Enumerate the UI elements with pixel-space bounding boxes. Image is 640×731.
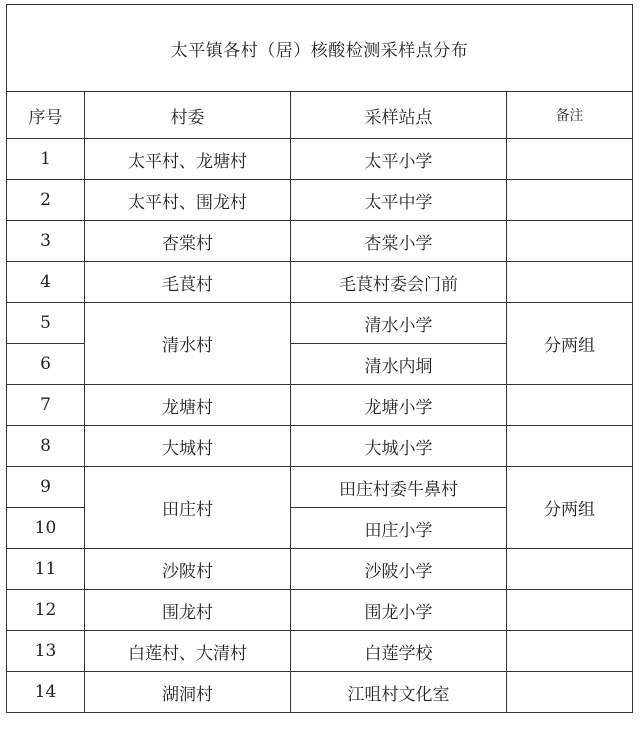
cell-village: 田庄村 (85, 467, 291, 549)
cell-no: 13 (7, 631, 85, 672)
cell-no: 14 (7, 672, 85, 713)
cell-site: 龙塘小学 (291, 385, 507, 426)
cell-village: 清水村 (85, 303, 291, 385)
cell-no: 9 (7, 467, 85, 508)
cell-remark (507, 180, 633, 221)
cell-site: 太平小学 (291, 139, 507, 180)
cell-site: 杏棠小学 (291, 221, 507, 262)
cell-village: 湖洞村 (85, 672, 291, 713)
cell-site: 清水内垌 (291, 344, 507, 385)
table-row (7, 426, 633, 467)
cell-no: 2 (7, 180, 85, 221)
cell-site: 沙陂小学 (291, 549, 507, 590)
cell-site: 田庄村委牛鼻村 (291, 467, 507, 508)
cell-remark (507, 139, 633, 180)
cell-no: 3 (7, 221, 85, 262)
cell-site: 太平中学 (291, 180, 507, 221)
cell-remark (507, 221, 633, 262)
cell-remark (507, 672, 633, 713)
cell-village: 沙陂村 (85, 549, 291, 590)
table-title: 太平镇各村（居）核酸检测采样点分布 (7, 5, 633, 92)
cell-village: 围龙村 (85, 590, 291, 631)
cell-village: 杏棠村 (85, 221, 291, 262)
sampling-site-table-container (6, 4, 632, 713)
table-row (7, 262, 633, 303)
table-row (7, 549, 633, 590)
sampling-site-table (6, 4, 633, 713)
cell-site: 围龙小学 (291, 590, 507, 631)
table-row (7, 631, 633, 672)
cell-village: 白莲村、大清村 (85, 631, 291, 672)
header-remark: 备注 (507, 92, 633, 139)
header-village: 村委 (85, 92, 291, 139)
table-row (7, 303, 633, 344)
cell-no: 10 (7, 508, 85, 549)
cell-no: 5 (7, 303, 85, 344)
cell-site: 白莲学校 (291, 631, 507, 672)
cell-village: 太平村、围龙村 (85, 180, 291, 221)
cell-site: 清水小学 (291, 303, 507, 344)
cell-no: 11 (7, 549, 85, 590)
cell-no: 7 (7, 385, 85, 426)
cell-remark (507, 262, 633, 303)
cell-village: 大城村 (85, 426, 291, 467)
cell-remark: 分两组 (507, 467, 633, 549)
header-row (7, 92, 633, 139)
table-row (7, 672, 633, 713)
cell-site: 田庄小学 (291, 508, 507, 549)
title-row (7, 5, 633, 92)
cell-remark (507, 631, 633, 672)
cell-no: 1 (7, 139, 85, 180)
table-row (7, 221, 633, 262)
table-row (7, 590, 633, 631)
cell-village: 毛茛村 (85, 262, 291, 303)
table-row (7, 139, 633, 180)
cell-no: 4 (7, 262, 85, 303)
cell-remark (507, 385, 633, 426)
cell-remark (507, 590, 633, 631)
cell-remark: 分两组 (507, 303, 633, 385)
cell-site: 江咀村文化室 (291, 672, 507, 713)
cell-no: 12 (7, 590, 85, 631)
table-row (7, 467, 633, 508)
table-row (7, 180, 633, 221)
cell-site: 大城小学 (291, 426, 507, 467)
table-row (7, 385, 633, 426)
cell-remark (507, 426, 633, 467)
cell-no: 8 (7, 426, 85, 467)
cell-remark (507, 549, 633, 590)
cell-site: 毛茛村委会门前 (291, 262, 507, 303)
header-site: 采样站点 (291, 92, 507, 139)
cell-village: 龙塘村 (85, 385, 291, 426)
cell-village: 太平村、龙塘村 (85, 139, 291, 180)
header-no: 序号 (7, 92, 85, 139)
cell-no: 6 (7, 344, 85, 385)
